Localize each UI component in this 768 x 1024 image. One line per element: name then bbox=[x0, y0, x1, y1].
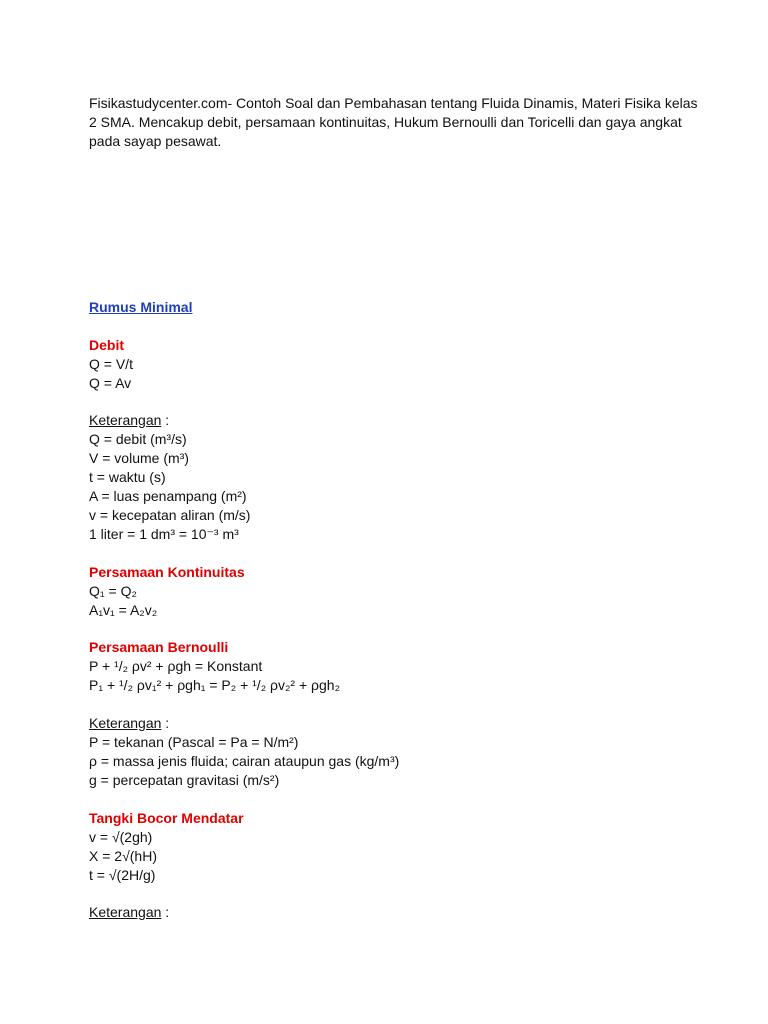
keterangan-item: P = tekanan (Pascal = Pa = N/m²) bbox=[89, 733, 299, 750]
formula-line: t = √(2H/g) bbox=[89, 866, 156, 883]
keterangan-item: g = percepatan gravitasi (m/s²) bbox=[89, 771, 280, 788]
formula-line: A₁v₁ = A₂v₂ bbox=[89, 601, 158, 618]
bernoulli-heading: Persamaan Bernoulli bbox=[89, 639, 229, 656]
keterangan-item: v = kecepatan aliran (m/s) bbox=[89, 507, 251, 524]
keterangan-item: A = luas penampang (m²) bbox=[89, 488, 247, 505]
keterangan-label: Keterangan : bbox=[89, 714, 170, 731]
formula-line: P + ¹/₂ ρv² + ρgh = Konstant bbox=[89, 658, 263, 675]
kontinuitas-heading: Persamaan Kontinuitas bbox=[89, 563, 245, 580]
formula-line: P₁ + ¹/₂ ρv₁² + ρgh₁ = P₂ + ¹/₂ ρv₂² + ρgh₂ bbox=[89, 677, 341, 694]
keterangan-item: Q = debit (m³/s) bbox=[89, 431, 187, 448]
debit-heading: Debit bbox=[89, 336, 124, 353]
formula-line: X = 2√(hH) bbox=[89, 847, 157, 864]
document-page bbox=[89, 94, 709, 922]
keterangan-item: t = waktu (s) bbox=[89, 469, 166, 486]
formula-line: Q₁ = Q₂ bbox=[89, 582, 137, 599]
keterangan-label: Keterangan : bbox=[89, 412, 170, 429]
formula-line: Q = V/t bbox=[89, 355, 133, 372]
tangki-heading: Tangki Bocor Mendatar bbox=[89, 809, 244, 826]
keterangan-item: ρ = massa jenis fluida; cairan ataupun gas (kg/m³) bbox=[89, 752, 400, 769]
keterangan-item: 1 liter = 1 dm³ = 10⁻³ m³ bbox=[89, 526, 239, 543]
formula-line: Q = Av bbox=[89, 374, 132, 391]
keterangan-label: Keterangan : bbox=[89, 904, 170, 921]
keterangan-item: V = volume (m³) bbox=[89, 450, 189, 467]
formula-line: v = √(2gh) bbox=[89, 828, 153, 845]
intro-paragraph: Fisikastudycenter.com- Contoh Soal dan Pembahasan tentang Fluida Dinamis, Materi Fisika kelas 2 SMA. Mencakup debit, persamaan kontinuitas, Hukum Bernoulli dan Toricelli dan gaya angkat pada sayap pesawat. bbox=[89, 95, 698, 149]
rumus-minimal-link[interactable]: Rumus Minimal bbox=[89, 299, 193, 315]
